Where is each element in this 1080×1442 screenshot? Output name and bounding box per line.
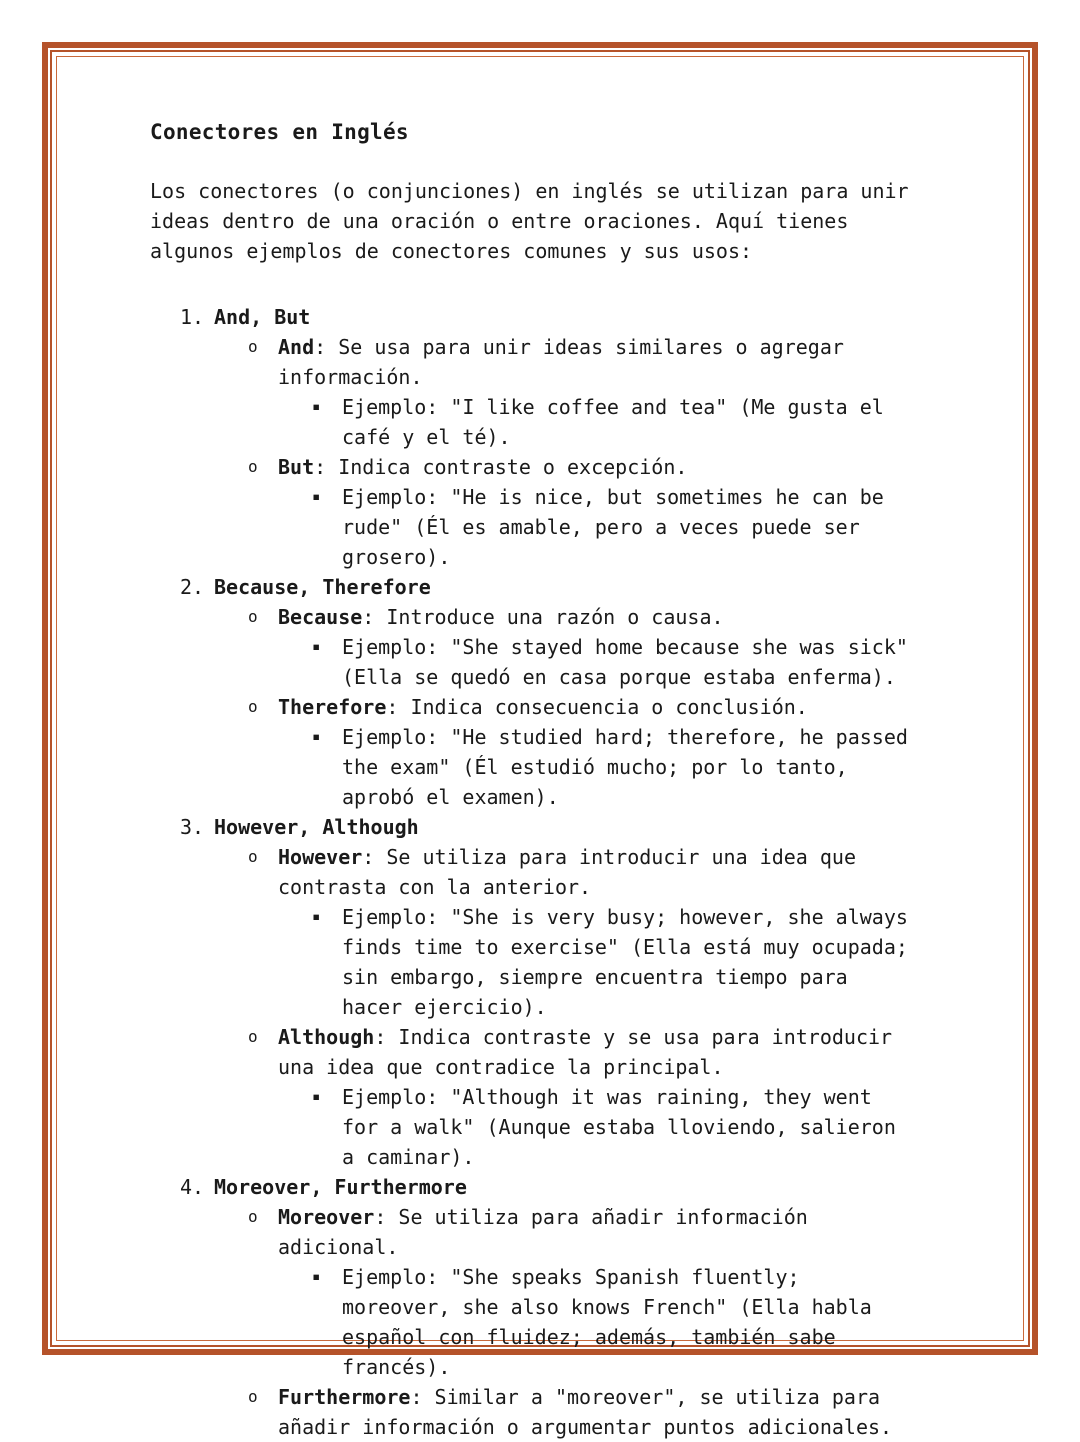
- term-item: [214, 332, 930, 452]
- term-item: [214, 1022, 930, 1172]
- hollow-circle-bullet-icon: o: [248, 1027, 258, 1046]
- example-text: Ejemplo: "She is very busy; however, she always finds time to exercise" (Ella está muy ocupada; sin embargo, siempre encuentra tiempo para hacer ejercicio).: [342, 905, 908, 1019]
- term-list: [214, 602, 930, 812]
- example-text: Ejemplo: "She speaks Spanish fluently; moreover, she also knows French" (Ella habla español con fluidez; además, también sabe francés).: [342, 1265, 872, 1379]
- hollow-circle-bullet-icon: o: [248, 457, 258, 476]
- example-list: [278, 632, 930, 692]
- example-list: [278, 482, 930, 572]
- term-name: Moreover: [278, 1205, 375, 1229]
- example-item: [278, 482, 914, 572]
- square-bullet-icon: ▪: [312, 909, 321, 925]
- example-item: [278, 902, 914, 1022]
- hollow-circle-bullet-icon: o: [248, 337, 258, 356]
- example-item: [278, 722, 914, 812]
- connector-section: [150, 572, 930, 812]
- example-text: Ejemplo: "He studied hard; therefore, he passed the exam" (Él estudió mucho; por lo tanto, aprobó el examen).: [342, 725, 908, 809]
- hollow-circle-bullet-icon: o: [248, 607, 258, 626]
- term-item: [214, 602, 930, 692]
- section-title: And, But: [214, 305, 311, 329]
- document-body: [150, 120, 930, 1442]
- term-name: However: [278, 845, 363, 869]
- term-description: : Se utiliza para añadir información adicional.: [278, 1205, 808, 1259]
- square-bullet-icon: ▪: [312, 489, 321, 505]
- intro-paragraph: Los conectores (o conjunciones) en inglés se utilizan para unir ideas dentro de una oración o entre oraciones. Aquí tienes algunos ejemplos de conectores comunes y sus usos:: [150, 179, 909, 263]
- section-title: However, Although: [214, 815, 419, 839]
- term-name: But: [278, 455, 315, 479]
- example-list: [278, 722, 930, 812]
- example-text: Ejemplo: "He is nice, but sometimes he can be rude" (Él es amable, pero a veces puede ser grosero).: [342, 485, 884, 569]
- square-bullet-icon: ▪: [312, 729, 321, 745]
- section-title: Moreover, Furthermore: [214, 1175, 467, 1199]
- section-number: 2.: [180, 575, 205, 599]
- term-description: : Indica contraste o excepción.: [314, 455, 688, 479]
- connector-section: [150, 302, 930, 572]
- connector-section: [150, 1172, 930, 1442]
- term-list: [214, 332, 930, 572]
- hollow-circle-bullet-icon: o: [248, 847, 258, 866]
- term-item: [214, 452, 930, 572]
- connector-section: [150, 812, 930, 1172]
- example-list: [278, 902, 930, 1022]
- term-item: [214, 1382, 930, 1442]
- square-bullet-icon: ▪: [312, 639, 321, 655]
- example-item: [278, 632, 914, 692]
- term-item: [214, 1202, 930, 1382]
- term-name: Furthermore: [278, 1385, 411, 1409]
- term-list: [214, 1202, 930, 1442]
- term-list: [214, 842, 930, 1172]
- term-description: : Similar a "moreover", se utiliza para añadir información o argumentar puntos adicionales.: [278, 1385, 893, 1439]
- example-item: [278, 1262, 914, 1382]
- hollow-circle-bullet-icon: o: [248, 1207, 258, 1226]
- connector-list: [150, 302, 930, 1442]
- term-description: : Se utiliza para introducir una idea que contrasta con la anterior.: [278, 845, 856, 899]
- example-text: Ejemplo: "Although it was raining, they went for a walk" (Aunque estaba lloviendo, salieron a caminar).: [342, 1085, 896, 1169]
- hollow-circle-bullet-icon: o: [248, 1387, 258, 1406]
- term-item: [214, 842, 930, 1022]
- term-name: And: [278, 335, 315, 359]
- term-description: : Indica consecuencia o conclusión.: [386, 695, 808, 719]
- example-item: [278, 1082, 914, 1172]
- example-list: [278, 392, 930, 452]
- example-list: [278, 1262, 930, 1382]
- square-bullet-icon: ▪: [312, 1269, 321, 1285]
- page-title: Conectores en Inglés: [150, 120, 409, 144]
- term-name: Because: [278, 605, 363, 629]
- term-description: : Se usa para unir ideas similares o agregar información.: [278, 335, 844, 389]
- hollow-circle-bullet-icon: o: [248, 697, 258, 716]
- square-bullet-icon: ▪: [312, 1089, 321, 1105]
- section-number: 1.: [180, 305, 205, 329]
- term-item: [214, 692, 930, 812]
- section-number: 4.: [180, 1175, 205, 1199]
- section-title: Because, Therefore: [214, 575, 431, 599]
- example-list: [278, 1082, 930, 1172]
- term-name: Therefore: [278, 695, 387, 719]
- example-item: [278, 392, 914, 452]
- example-text: Ejemplo: "She stayed home because she was sick" (Ella se quedó en casa porque estaba enferma).: [342, 635, 908, 689]
- section-number: 3.: [180, 815, 205, 839]
- term-description: : Indica contraste y se usa para introducir una idea que contradice la principal.: [278, 1025, 893, 1079]
- example-text: Ejemplo: "I like coffee and tea" (Me gusta el café y el té).: [342, 395, 884, 449]
- term-description: : Introduce una razón o causa.: [362, 605, 724, 629]
- square-bullet-icon: ▪: [312, 399, 321, 415]
- term-name: Although: [278, 1025, 375, 1049]
